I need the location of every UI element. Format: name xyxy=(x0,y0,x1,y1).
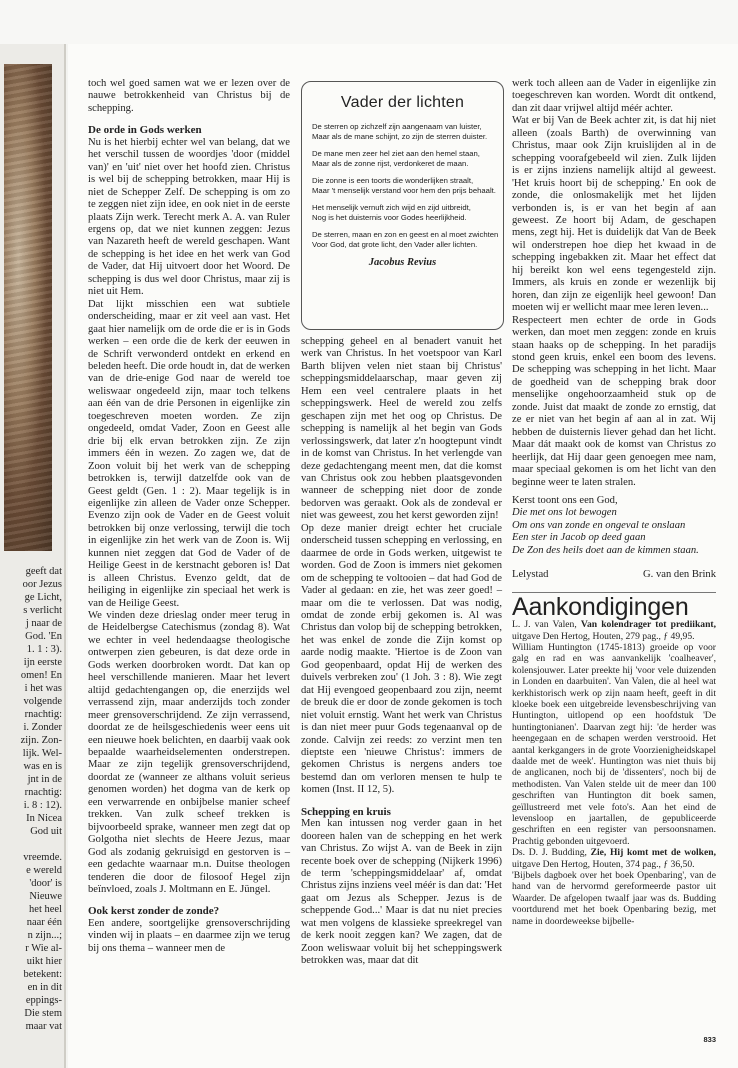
paragraph: Wat er bij Van de Beek achter zit, is dat hij niet alleen (zoals Barth) de overwinning van Christus, maar ook Zijn kruislijden al in de schepping voorafgebeeld wil zien. Zulk lijden is er zijns inziens namelijk altijd al geweest. 'Het kruis hoort bij de schepping.' En ook de zonde, die onlosmakelijk met het lijden verbonden is, is er van het begin af aan geweest. Ze hoort bij Adam, de geschapen mens, zegt hij. Het is duidelijk dat Van de Beek wil onderstrepen hoe diep het kwaad in de schepping ingebakken zit. Maar het effect dat hij bereikt kon wel eens tegengesteld zijn. Immers, als kruis en zonde er wezenlijk bij horen, dan zijn ze eigenlijk heel gewoon! Dan moeten wij er wellicht maar mee leren leven... xyxy=(512,115,716,314)
paragraph: Men kan intussen nog verder gaan in het dooreen halen van de schepping en het werk van Christus. Zo wijst A. van de Beek in zijn recente boek over de schepping (Nijkerk 1996) de term 'scheppingsmiddelaar' af, omdat Christus zijns inziens veel méér is dan dat: 'Het gaat om Jezus als Schepper. Jezus is de scheppende God...' Maar is dat nu niet precies wat men volgens de klassieke spreekregel van de kerk nooit zeggen kan? We zagen, dat de Zoon weliswaar voluit bij het scheppingswerk betrokken was, maar dat dit xyxy=(301,818,502,967)
poem-stanza: De sterren op zichzelf zijn aangenaam van luister, Maar als de mane schijnt, zo zijn de sterren duister. xyxy=(312,122,488,141)
section-heading-kerst: Ook kerst zonder de zonde? xyxy=(88,905,220,918)
paragraph: Een andere, soortgelijke grensoverschrijding vinden wij in plaats – en daarmee zijn we terug bij ons thema – wanneer men de xyxy=(88,917,290,954)
poem-box xyxy=(301,81,504,330)
verse-line: Om ons van zonde en ongeval te onslaan xyxy=(512,519,686,531)
signature xyxy=(512,569,716,581)
paragraph: Op deze manier dreigt echter het cruciale onderscheid tussen schepping en verlossing, en daarmee de orde in Gods werken, uitgewist te worden. God de Zoon is immers niet gekomen om de schepping te voltooien – dat had God de Vader al gedaan: en zie, het was zeer goed! – maar om die te verlossen. Dat was nodig, omdat de zonde erbij gekomen is. Al was Christus dan volop bij de schepping betrokken, het was enkel de zonde die Zijn komst op aarde nodig maakte. 'Hiertoe is de Zoon van God geopenbaard, opdat Hij de werken des duivels verbreken zou' (1 Joh. 3 : 8). Wie zegt dat Hij evengoed geopenbaard zou zijn, neemt de breuk die er door de zonde gekomen is toch niet voluit ernstig. Want het werk van Christus is dan niet meer puur Gods tegenaanval op de zonde. Calvijn zei reeds: zo verzint men ten dieptste een 'nieuwe Christus': immers de gekomen Christus is nergens anders toe bestemd dan om verloren mensen te hulp te komen (Inst. II 12, 5). xyxy=(301,522,502,796)
paragraph: schepping geheel en al benadert vanuit het werk van Christus. In het voetspoor van Karl Barth blijven velen niet staan bij Christus' scheppingsmiddelaarschap, maar geven zij Hem een veel centralere plaats in het scheppingswerk. Heel de wereld zou zelfs geschapen zijn met het oog op Christus. De schepping is namelijk al het begin van Gods verlossingswerk, dat later z'n hoogtepunt vindt in de komst van Christus. In het verlengde van deze gedachtengang meent men, dat die komst van Christus ook zou hebben plaatsgevonden wanneer de schepping niet door de zonde bedorven was geraakt. Ook als de zondeval er niet was geweest, zou het kerst geworden zijn! xyxy=(301,336,502,522)
announcement-title: L. J. van Valen, Van kolendrager tot prediikant, uitgave Den Hertog, Houten, 279 pag., ƒ 49,95. xyxy=(512,619,717,642)
verse-line: Een ster in Jacob op deed gaan xyxy=(512,532,646,544)
previous-page-text: geeft dat oor Jezus ge Licht, s verlicht j naar de God. 'En 1. 1 : 3). ijn eerste omen! En i het was volgende rnachtig: i. Zonder zijn. Zon- lijk. Wel- was en is jnt in de rnachtig: i. 8 : 12). In Nicea God uit vreemde. e wereld 'door' is Nieuwe het heel naar één n zijn...; r Wie al- uikt hier betekent: en in dit eppings- Die stem maar vat xyxy=(20,566,62,1032)
announcement-title: Ds. D. J. Budding, Zie, Hij komt met de wolken, uitgave Den Hertog, Houten, 374 pag., ƒ 36,50. xyxy=(512,847,716,870)
poem-author: Jacobus Revius xyxy=(368,257,437,268)
announcement-body: 'Bijbels dagboek over het boek Openbaring', van de hand van de hervormd gereformeerde pastor uit Waarder. De afgelopen twaalf jaar was ds. Budding voortdurend met het boek Openbaring bezig, met name in doordeweekse bijbelle- xyxy=(512,870,716,927)
column-1 xyxy=(88,78,290,955)
announcements xyxy=(512,619,716,927)
author-place: Lelystad xyxy=(512,569,549,581)
poem-stanza: Het menselijk vernuft zich wijd en zijd uitbreidt, Nog is het duisternis voor Godes heerlijkheid. xyxy=(312,203,471,222)
poem-body xyxy=(302,122,503,250)
poem-stanza: De mane men zeer hel ziet aan den hemel staan, Maar als de zonne rijst, verdonkeret de maan. xyxy=(312,149,480,168)
announcement-body: William Huntington (1745-1813) groeide op voor galg en rad en was aanvankelijk 'coalheaver', kolensjouwer. Later preekte hij 'voor vele duizenden in Londen en daarbuiten'. Van Valen, die al heel wat kerkhistorisch werk op zijn naam heeft, geeft in dit kloeke boek een uitgebreide levensbeschrijving van Huntington, uitlopend op een hoofdstuk 'De huntingtonianen'. Daarvan zegt hij: 'de herder was heengegaan en de schapen werden verstrooid. Het aantal kerkgangers in de grote Voorzienigheidskapel daalde met de week'. Huntington was niet thuis bij de anglicanen, noch bij de 'dissenters', noch bij de methodisten. Van Valen stelde uit de meer dan 100 geschriften van Huntington dit boek samen, geïllustreerd met vele foto's. Aan het eind de levensloop en jaartallen, de gepubliceerde geschriften en een register van persoonsnamen. Prachtig gebonden uitgevoerd. xyxy=(512,641,716,847)
article-author: G. van den Brink xyxy=(643,569,716,581)
paragraph: Nu is het hierbij echter wel van belang, dat we het verschil tussen de woordjes 'door (middel van)' en 'uit' niet over het hoofd zien. Christus is wel bij de schepping betrokken, maar Hij is niet de Schepper Zelf. De schepping is om zo te zeggen niet zijn idee, en ook niet in de eerste plaats Zijn werk. Terecht merk A. A. van Ruler ergens op, dat we niet kunnen zeggen: Jezus van Nazareth heeft de wereld geschapen. Want de schepping is het idee en het werk van God de Vader, dat Hij uitvoert door het Woord. De schepping is dus wel door Christus, maar zij is niet uit Hem. xyxy=(88,136,290,298)
page-number: 833 xyxy=(703,1035,716,1044)
poem-stanza: De sterren, maan en zon en geest en al moet zwichten Voor God, dat grote licht, den Vader aller lichten. xyxy=(312,230,499,249)
paragraph: We vinden deze drieslag onder meer terug in de Heidelbergse Catechismus (zondag 8). Wat we echter in veel hedendaagse theologische ontwerpen zien gebeuren, is dat deze orde in Gods werken doorbroken wordt. Dat kan op heel verschillende manieren. Maar het levert altijd gedachtengangen op, die enerzijds wel verrassend zijn, maar anderzijds toch zonder meer grensoverschrijdend. Ze zijn verrassend, doordat ze de heilsgeschiedenis weer eens uit een nieuwe hoek belichten, en daarbij vaak ook bepaalde waarheidselementen onderstrepen. Maar ze zijn tegelijk grensoverschrijdend, doordat ze (wanneer ze althans voluit serieus genomen worden) het dogma van de kerk op een verwarrende en onbijbelse manier scheef trekken. Van zulk scheef trekken is bijvoorbeeld sprake, wanneer men zegt dat op Golgotha niet slechts de Heere Jezus, maar God als zodanig gekruisigd en gestorven is – een gedachte waarnaar m.n. Duitse theologen tenderen die door de filosoof Hegel zijn beïnvloed, zoals J. Moltmann en E. Jüngel. xyxy=(88,610,290,895)
section-heading-orde: De orde in Gods werken xyxy=(88,124,202,137)
intro-paragraph: toch wel goed samen wat we er lezen over de nauwe betrokkenheid van Christus bij de schepping. xyxy=(88,78,290,114)
previous-page-photo xyxy=(4,64,52,551)
magazine-page xyxy=(68,44,738,1068)
paragraph: werk toch alleen aan de Vader in eigenlijke zin toegeschreven kan worden. Wordt dit ontkend, dan zit daar vrijwel altijd méér achter. xyxy=(512,78,716,114)
verse-line: Die met ons lot bewogen xyxy=(512,507,617,519)
previous-page-strip xyxy=(0,44,66,1068)
announcements-heading: Aankondigingen xyxy=(512,592,689,621)
paragraph: Dat lijkt misschien een wat subtiele onderscheiding, maar er zit veel aan vast. Het gaat hier namelijk om de orde die er is in Gods werken – een orde die de kerk der eeuwen in de Schrift verwonderd ontdekt en erkend en beleden heeft. Die orde houdt in, dat de werken van de drie-enige God naar de wereld toe weliswaar ongedeeld zijn, maar toch telkens aan één van de drie Personen in eigenlijke zin toegeschreven moeten worden. Ze zijn ongedeeld, omdat Vader, Zoon en Geest alle drie bij elk ervan betrokken zijn. Ze zijn immers één in wezen. Zo zagen we, dat de Zoon voluit bij het werk van de schepping betrokken is, terwijl datzelfde ook van de Geest geldt (Gen. 1 : 2). Maar tegelijk is in eigenlijke zin alleen de Vader onze Schepper. Evenzo zijn ook de Vader en de Geest voluit betrokken bij onze verlossing, terwijl die toch in eigenlijke zin het werk van de Zoon is. Wij kunnen niet zeggen dat God de Vader of de Heilige Geest in de kerstnacht geboren is! Dat is alleen Christus. Evenzo geldt, dat de heiliging in eigenlijke zin speciaal het werk is van de Heilige Geest. xyxy=(88,298,290,609)
closing-verse xyxy=(512,495,716,557)
scan-margin xyxy=(0,0,738,44)
paragraph: Respecteert men echter de orde in Gods werken, dan moet men zeggen: zonde en kruis staan haaks op de schepping. In het paradijs stond geen kruis, enkel een boom des levens. De schepping was schepping in het licht. Maar de goedheid van de schepping brak door menselijke ongehoorzaamheid stuk op de zonde. Juist dat maakt de zonde zo ernstig, dat ze er niet van het begin af aan al in zat. Wij hebben de duisternis liever gehad dan het licht. Maar dát maakt ook de komst van Christus zo heerlijk, dat Hij daar geen genoegen mee nam, maar speciaal gekomen is om het licht van den beginne weer te laten stralen. xyxy=(512,314,716,488)
section-heading-schepping: Schepping en kruis xyxy=(301,805,391,818)
poem-title: Vader der lichten xyxy=(340,94,465,111)
verse-line: Kerst toont ons een God, xyxy=(512,494,618,506)
column-2 xyxy=(301,336,502,968)
verse-line: De Zon des heils doet aan de kimmen staan. xyxy=(512,544,699,556)
poem-stanza: Die zonne is een toorts die wonderlijken straalt, Maar 't menselijk verstand voor hem den prijs behaalt. xyxy=(312,176,496,195)
column-3 xyxy=(512,78,716,927)
